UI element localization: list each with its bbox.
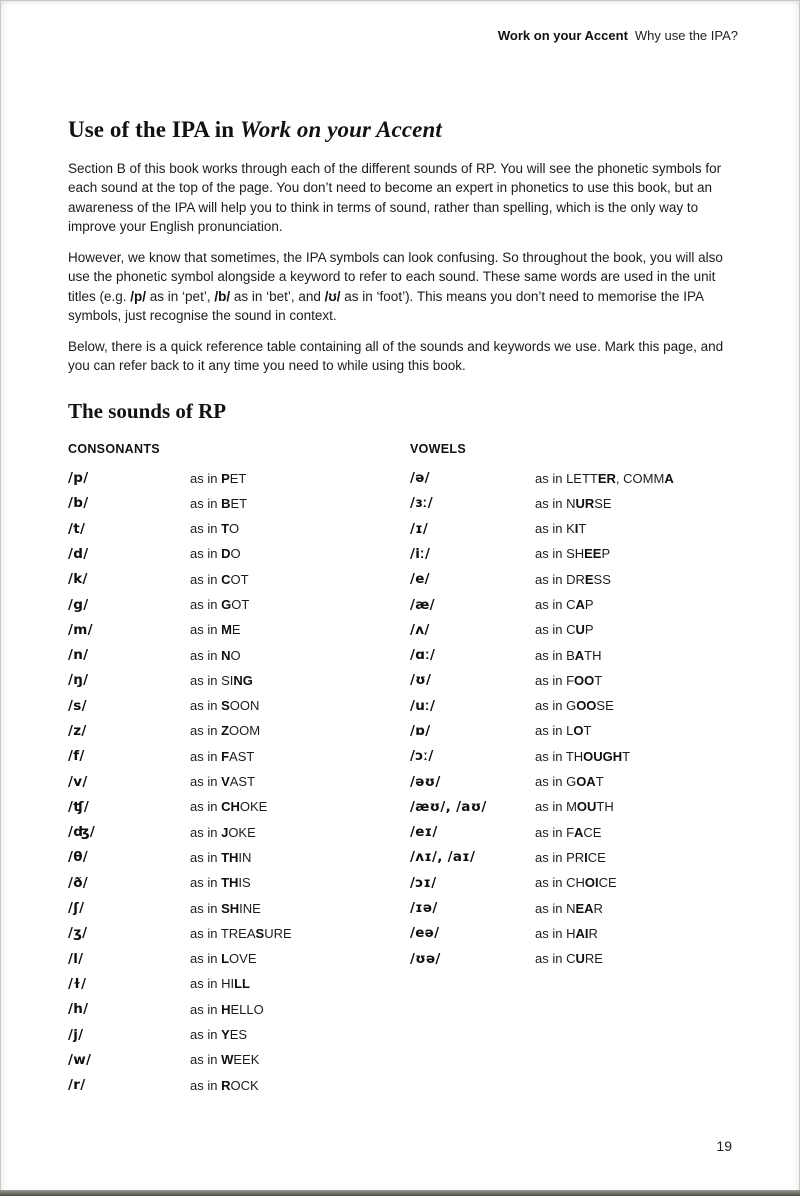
ipa-symbol: /eə/: [410, 925, 440, 942]
table-row: [68, 870, 410, 895]
ipa-symbol: /æ/: [410, 596, 435, 613]
keyword: as in THIN: [190, 849, 252, 865]
sounds-heading: The sounds of RP: [68, 399, 227, 424]
ipa-symbol: /ʊə/: [410, 950, 441, 967]
ipa-symbol: /l/: [68, 950, 84, 967]
ipa-symbol: /v/: [68, 773, 88, 790]
ipa-symbol: /b/: [68, 495, 89, 512]
table-row: [68, 491, 410, 516]
table-row: [410, 465, 738, 490]
ipa-symbol: /ʧ/: [68, 798, 90, 815]
keyword: as in GOOSE: [535, 698, 614, 714]
keyword: as in YES: [190, 1027, 248, 1043]
ipa-symbol: /ɒ/: [410, 722, 431, 739]
table-row: [68, 718, 410, 743]
keyword: as in THOUGHT: [535, 748, 631, 764]
table-row: [410, 617, 738, 642]
keyword: as in COT: [190, 571, 249, 587]
book-title: Work on your Accent: [497, 28, 628, 43]
keyword: as in VAST: [190, 774, 256, 790]
ipa-symbol: /ɔɪ/: [410, 874, 437, 891]
keyword: as in SHINE: [190, 900, 261, 916]
table-row: [410, 541, 738, 566]
intro-section: [68, 159, 738, 375]
table-row: [68, 794, 410, 819]
table-row: [68, 946, 410, 971]
ipa-symbol: /ʌ/: [410, 621, 430, 638]
ipa-symbol: /j/: [68, 1026, 84, 1043]
table-row: [410, 820, 738, 845]
keyword: as in LETTER, COMMA: [535, 470, 674, 486]
table-row: [68, 1022, 410, 1047]
table-row: [68, 997, 410, 1022]
keyword: as in BATH: [535, 647, 602, 663]
keyword: as in ME: [190, 622, 241, 638]
ipa-symbol: /ɜː/: [410, 495, 433, 512]
ipa-symbol: /ɪ/: [410, 520, 429, 537]
ipa-symbol: /ʊ/: [410, 672, 432, 689]
ipa-symbol: /h/: [68, 1001, 89, 1018]
main-heading-italic: Work on your Accent: [239, 117, 442, 142]
table-row: [68, 895, 410, 920]
ipa-symbol: /ə/: [410, 470, 430, 487]
keyword: as in KIT: [535, 521, 587, 537]
ipa-symbol: /n/: [68, 647, 89, 664]
table-row: [410, 946, 738, 971]
consonants-table: [68, 442, 410, 1097]
table-row: [410, 921, 738, 946]
ipa-symbol: /e/: [410, 571, 430, 588]
table-row: [68, 592, 410, 617]
keyword: as in SOON: [190, 698, 260, 714]
keyword: as in DRESS: [535, 571, 611, 587]
table-row: [68, 617, 410, 642]
keyword: as in ROCK: [190, 1077, 259, 1093]
ipa-symbol: /ʃ/: [68, 900, 85, 917]
ipa-symbol: /t/: [68, 520, 86, 537]
section-title: Why use the IPA?: [634, 28, 738, 43]
keyword: as in FACE: [535, 824, 602, 840]
ipa-symbol: /ŋ/: [68, 672, 89, 689]
ipa-symbol: /z/: [68, 722, 87, 739]
keyword: as in SING: [190, 672, 253, 688]
ipa-symbol: /əʊ/: [410, 773, 441, 790]
ipa-symbol: /f/: [68, 748, 85, 765]
vowels-rows: [410, 465, 738, 971]
ipa-symbol: /uː/: [410, 697, 436, 714]
ipa-symbol: /ð/: [68, 874, 89, 891]
intro-paragraph-1: Section B of this book works through each of the different sounds of RP. You will see the phonetic symbols for each sound at the top of the page. You don’t need to become an expert in phonetics to use this book, but an awareness of the IPA will help you to think in terms of sound, rather than spelling, which is the only way to improve your English pronunciation.: [68, 161, 722, 235]
ipa-symbol: /iː/: [410, 545, 431, 562]
table-row: [410, 769, 738, 794]
ipa-symbol: /ɫ/: [68, 975, 87, 992]
keyword: as in BET: [190, 495, 248, 511]
keyword: as in DO: [190, 546, 241, 562]
ipa-symbol: /eɪ/: [410, 824, 438, 841]
table-row: [68, 642, 410, 667]
table-row: [68, 921, 410, 946]
keyword: as in GOT: [190, 597, 250, 612]
ipa-symbol: /p/: [68, 470, 89, 487]
main-heading: [68, 117, 738, 143]
keyword: as in LOT: [535, 723, 592, 739]
ipa-symbol: /ɑː/: [410, 647, 436, 664]
page-header: [68, 28, 738, 43]
intro-paragraph-2: However, we know that sometimes, the IPA symbols can look confusing. So throughout the book, you will also use the phonetic symbol alongside a keyword to refer to each sound. These same words are used in the unit titles (e.g. /p/ as in ‘pet’, /b/ as in ‘bet’, and /ʊ/ as in ‘foot’). This means you don’t need to memorise the IPA symbols, just recognise the sound in context.: [68, 249, 723, 324]
ipa-symbol: /d/: [68, 545, 89, 562]
keyword: as in WEEK: [190, 1052, 260, 1068]
table-row: [410, 642, 738, 667]
sounds-tables: [68, 442, 738, 1097]
keyword: as in CHOICE: [535, 875, 617, 891]
table-row: [68, 668, 410, 693]
keyword: as in NEAR: [535, 900, 603, 916]
table-row: [68, 541, 410, 566]
table-row: [410, 718, 738, 743]
ipa-symbol: /g/: [68, 596, 89, 613]
table-row: [410, 845, 738, 870]
keyword: as in NURSE: [535, 495, 612, 511]
ipa-symbol: /θ/: [68, 849, 89, 866]
vowels-table: [410, 442, 738, 971]
table-row: [410, 693, 738, 718]
keyword: as in TREASURE: [190, 925, 292, 941]
intro-paragraph-3: Below, there is a quick reference table containing all of the sounds and keywords we use. Mark this page, and you can refer back to it any time you need to while using this book.: [68, 338, 724, 373]
page-number: 19: [716, 1138, 732, 1154]
keyword: as in CURE: [535, 951, 603, 967]
keyword: as in THIS: [190, 875, 251, 891]
keyword: as in CAP: [535, 597, 594, 612]
keyword: as in CUP: [535, 622, 594, 638]
keyword: as in PET: [190, 470, 247, 486]
table-row: [68, 820, 410, 845]
keyword: as in SHEEP: [535, 546, 611, 562]
table-row: [410, 794, 738, 819]
keyword: as in HELLO: [190, 1001, 264, 1017]
ipa-symbol: /ɔː/: [410, 748, 434, 765]
keyword: as in TO: [190, 521, 240, 537]
table-row: [410, 491, 738, 516]
ipa-symbol: /s/: [68, 697, 87, 714]
keyword: as in CHOKE: [190, 799, 268, 815]
keyword: as in JOKE: [190, 824, 256, 840]
consonants-rows: [68, 465, 410, 1097]
keyword: as in FOOT: [535, 672, 603, 688]
ipa-symbol: /ʌɪ/, /aɪ/: [410, 849, 476, 866]
ipa-symbol: /m/: [68, 621, 93, 638]
table-row: [68, 769, 410, 794]
ipa-symbol: /ʒ/: [68, 925, 88, 942]
main-heading-plain: Use of the IPA in: [68, 117, 240, 142]
table-row: [410, 567, 738, 592]
table-row: [410, 668, 738, 693]
table-row: [68, 1073, 410, 1098]
vowels-column-header: VOWELS: [410, 442, 466, 457]
ipa-symbol: /ʤ/: [68, 824, 96, 841]
table-row: [410, 516, 738, 541]
table-row: [68, 1047, 410, 1072]
table-row: [68, 971, 410, 996]
keyword: as in GOAT: [535, 774, 604, 790]
keyword: as in MOUTH: [535, 799, 614, 815]
table-row: [410, 744, 738, 769]
keyword: as in NO: [190, 647, 241, 663]
keyword: as in FAST: [190, 748, 255, 764]
keyword: as in HAIR: [535, 925, 598, 941]
table-row: [410, 895, 738, 920]
keyword: as in HILL: [190, 976, 250, 992]
ipa-symbol: /ɪə/: [410, 900, 438, 917]
keyword: as in ZOOM: [190, 723, 261, 739]
table-row: [68, 567, 410, 592]
keyword: as in LOVE: [190, 951, 257, 967]
table-row: [68, 465, 410, 490]
table-row: [410, 870, 738, 895]
table-row: [68, 516, 410, 541]
table-row: [68, 693, 410, 718]
scan-bottom-edge: [0, 1190, 800, 1196]
consonants-column-header: CONSONANTS: [68, 442, 160, 457]
keyword: as in PRICE: [535, 849, 606, 865]
table-row: [410, 592, 738, 617]
table-row: [68, 744, 410, 769]
ipa-symbol: /k/: [68, 571, 88, 588]
ipa-symbol: /r/: [68, 1077, 86, 1094]
table-row: [68, 845, 410, 870]
ipa-symbol: /w/: [68, 1051, 92, 1068]
ipa-symbol: /æʊ/, /aʊ/: [410, 798, 487, 815]
